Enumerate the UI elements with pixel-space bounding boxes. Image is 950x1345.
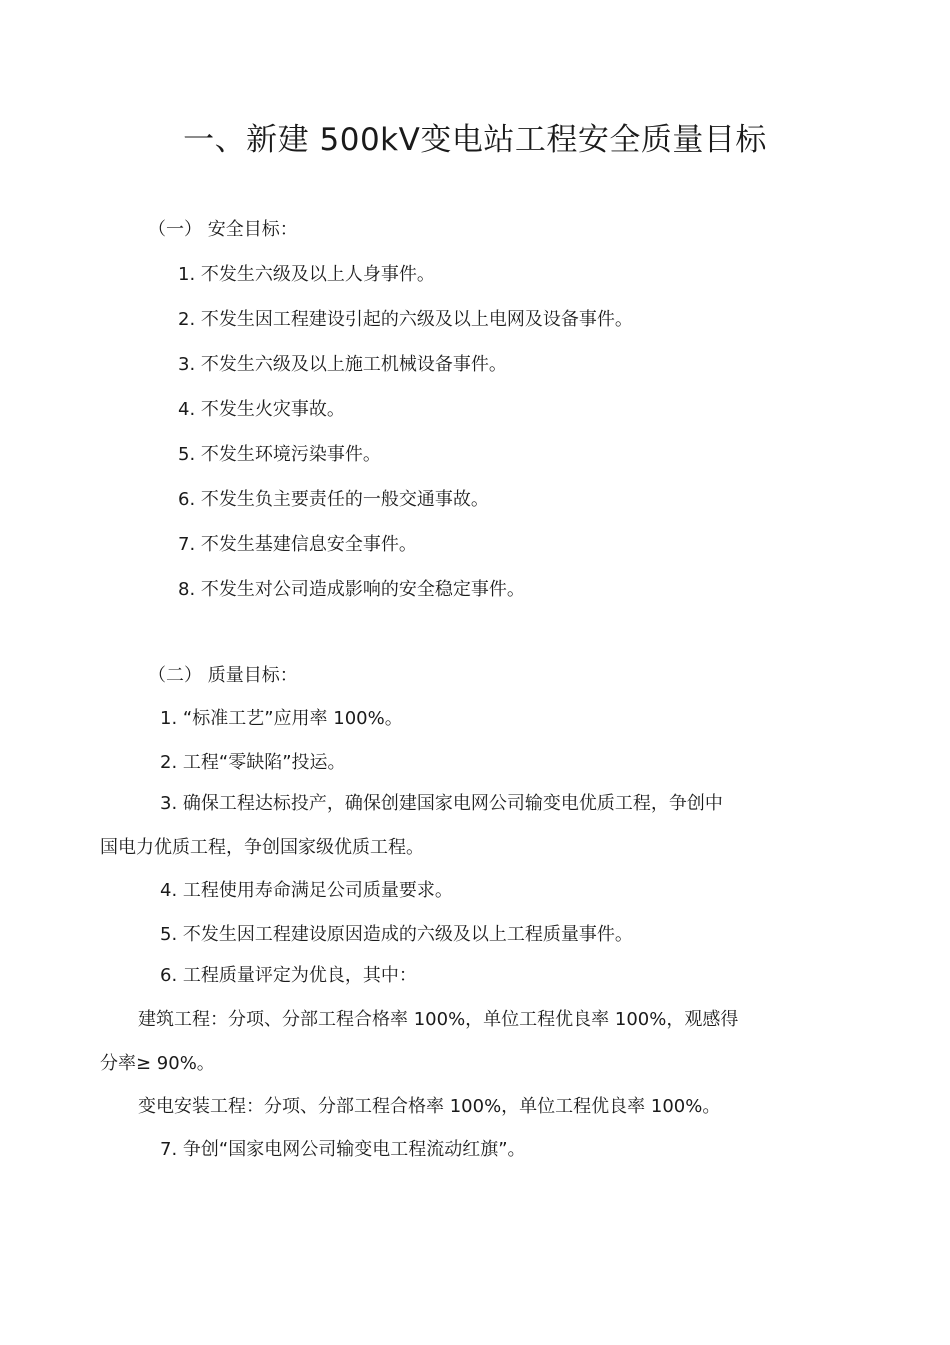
- safety-heading: （一） 安全目标：: [148, 219, 298, 240]
- quality-item-3-cont: 国电力优质工程，争创国家级优质工程。: [100, 837, 424, 858]
- safety-item-6: 6. 不发生负主要责任的一般交通事故。: [178, 489, 489, 510]
- safety-item-7: 7. 不发生基建信息安全事件。: [178, 534, 417, 555]
- document-title: 一、新建 500kV变电站工程安全质量目标: [183, 122, 767, 158]
- quality-item-3: 3. 确保工程达标投产，确保创建国家电网公司输变电优质工程，争创中: [160, 793, 723, 814]
- quality-building-line: 建筑工程：分项、分部工程合格率 100%，单位工程优良率 100%，观感得: [138, 1009, 739, 1030]
- safety-item-8: 8. 不发生对公司造成影响的安全稳定事件。: [178, 579, 525, 600]
- quality-item-6: 6. 工程质量评定为优良，其中：: [160, 965, 417, 986]
- quality-heading: （二） 质量目标：: [148, 665, 298, 686]
- quality-item-1: 1. “标准工艺”应用率 100%。: [160, 708, 403, 729]
- safety-item-3: 3. 不发生六级及以上施工机械设备事件。: [178, 354, 507, 375]
- quality-item-7: 7. 争创“国家电网公司输变电工程流动红旗”。: [160, 1139, 526, 1160]
- quality-installation-line: 变电安装工程：分项、分部工程合格率 100%，单位工程优良率 100%。: [138, 1096, 721, 1117]
- quality-item-4: 4. 工程使用寿命满足公司质量要求。: [160, 880, 453, 901]
- safety-item-1: 1. 不发生六级及以上人身事件。: [178, 264, 435, 285]
- safety-item-4: 4. 不发生火灾事故。: [178, 399, 345, 420]
- safety-item-2: 2. 不发生因工程建设引起的六级及以上电网及设备事件。: [178, 309, 633, 330]
- safety-item-5: 5. 不发生环境污染事件。: [178, 444, 381, 465]
- quality-building-cont: 分率≥ 90%。: [100, 1053, 215, 1074]
- quality-item-5: 5. 不发生因工程建设原因造成的六级及以上工程质量事件。: [160, 924, 633, 945]
- quality-item-2: 2. 工程“零缺陷”投运。: [160, 752, 346, 773]
